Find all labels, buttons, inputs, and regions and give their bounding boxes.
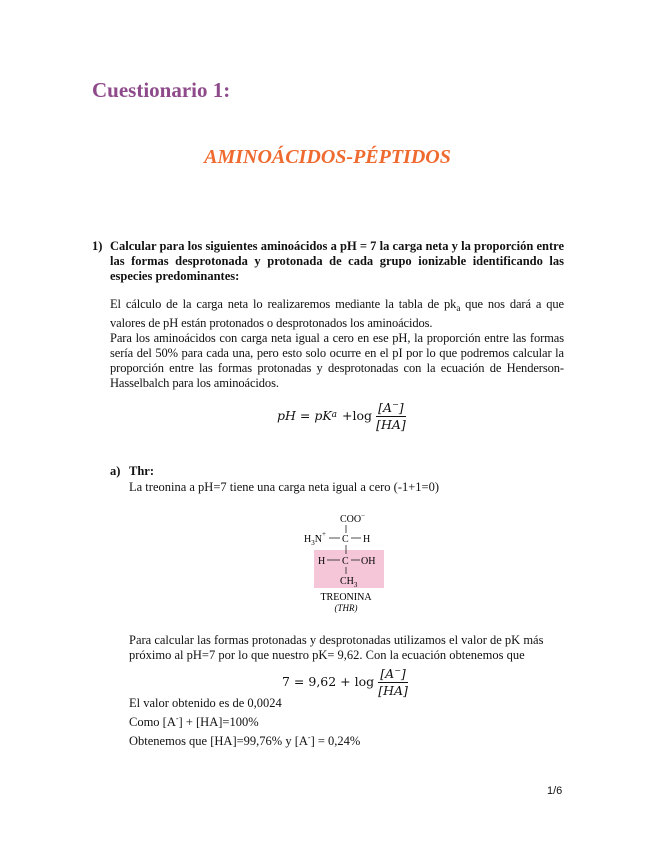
intro-paragraph [110, 297, 564, 391]
threonine-structure-figure [296, 508, 396, 618]
threonine-equation: 7 = 9,62 + log $\frac{[A^-]}{[HA]}$ [282, 666, 408, 698]
alpha-hydrogen: H [363, 534, 371, 545]
alpha-carbon: C [342, 534, 349, 545]
equation-fraction: $\frac{[A^-]}{[HA]}$ [376, 400, 406, 432]
threonine-charge-text: La treonina a pH=7 tiene una carga neta igual a cero (-1+1=0) [129, 480, 440, 494]
calculation-intro: Para calcular las formas protonadas y desprotonadas utilizamos el valor de pK más próximo al pH=7 por lo que nuestro pK= 9,62. Con la ecuación obtenemos que [129, 633, 544, 662]
document-subtitle: AMINOÁCIDOS-PÉPTIDOS [204, 146, 451, 168]
section-title: Thr: [129, 464, 154, 478]
question-text: Calcular para los siguientes aminoácidos a pH = 7 la carga neta y la proporción entre las formas desprotonada y protonada de cada grupo ionizable identificando las especies predominantes: [110, 239, 564, 283]
carboxylate-group: COO− [340, 512, 366, 525]
result-value: El valor obtenido es de 0,0024 [129, 696, 282, 710]
result-sum: Como [A-] + [HA]=100% [129, 714, 259, 729]
threonine-equation-fraction: $\frac{[A^-]}{[HA]}$ [378, 666, 408, 698]
calculation-results [129, 696, 569, 749]
amino-group: $H_3N^+$ [304, 530, 326, 547]
intro-paragraph-1: El cálculo de la carga neta lo realizaremos mediante la tabla de $pk_a$ que nos dará a que valores de pH están protonados o desprotonados los aminoácidos. [110, 297, 564, 330]
result-percentages: Obtenemos que [HA]=99,76% y [A-] = 0,24% [129, 733, 361, 748]
hydroxyl-group: OH [361, 556, 376, 567]
section-label: a) [110, 464, 121, 478]
intro-paragraph-2: Para los aminoácidos con carga neta igual a cero en ese pH, la proporción entre las formas sería del 50% para cada una, pero esto solo ocurre en el pI por lo que podremos calcular la proporción entre las formas protonadas y desprotonadas con la ecuación de Henderson-Hasselbalch para los aminoácidos. [110, 331, 564, 390]
beta-hydrogen: H [318, 556, 326, 567]
page-number: 1/6 [547, 785, 563, 797]
henderson-hasselbalch-equation: pH = pK a + log $\frac{[A^-]}{[HA]}$ [277, 400, 406, 432]
molecule-abbreviation: (THR) [334, 603, 358, 613]
methyl-group: $CH_3$ [340, 576, 358, 589]
page-title: Cuestionario 1: [92, 78, 231, 102]
molecule-name: TREONINA [320, 592, 372, 603]
question-number: 1) [92, 239, 103, 253]
beta-carbon: C [342, 556, 349, 567]
